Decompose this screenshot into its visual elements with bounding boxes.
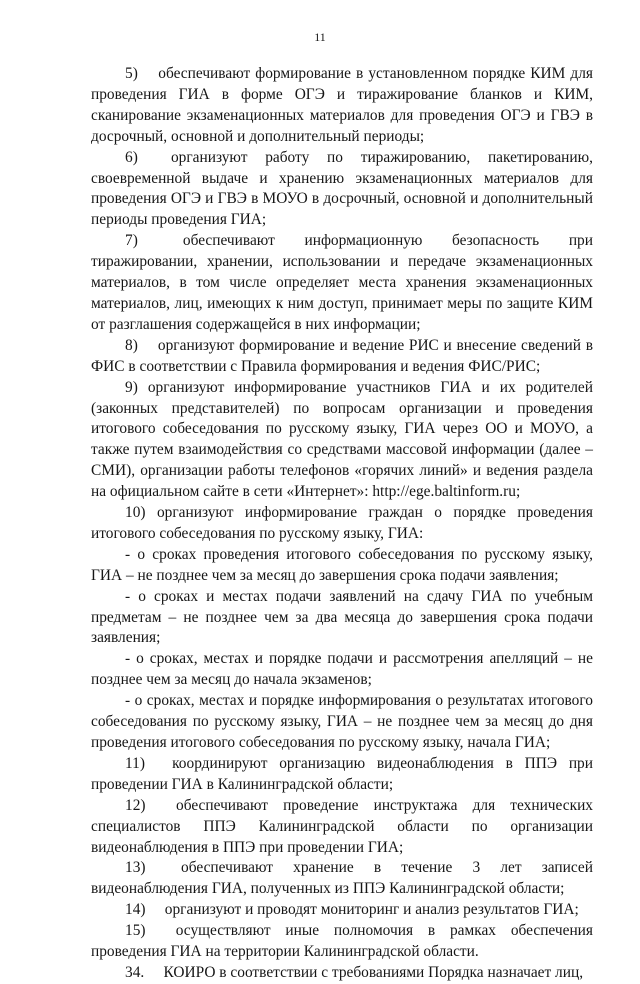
paragraph-item-11: 11) координируют организацию видеонаблюдения в ППЭ при проведении ГИА в Калининградской области; [91, 754, 593, 793]
paragraph-item-7: 7) обеспечивают информационную безопасность при тиражировании, хранении, использовании и передаче экзаменационных материалов, в том числе определяет места хранения экзаменационных материалов, лиц, имеющих к ним доступ, принимает меры по защите КИМ от разглашения содержащейся в них информации; [91, 232, 593, 333]
paragraph-item-14: 14) организуют и проводят мониторинг и анализ результатов ГИА; [125, 901, 579, 919]
paragraph-section-34: 34. КОИРО в соответствии с требованиями Порядка назначает лиц, [125, 963, 584, 981]
subitem-deadline-interview: - о сроках проведения итогового собеседования по русскому языку, ГИА – не позднее чем за месяц до завершения срока подачи заявления; [91, 545, 593, 584]
subitem-deadline-appeals: - о сроках, местах и порядке подачи и рассмотрения апелляций – не позднее чем за месяц до начала экзаменов; [91, 650, 593, 689]
paragraph-item-9: 9) организуют информирование участников ГИА и их родителей (законных представителей) по вопросам организации и проведения итогового собеседования по русскому языку, ГИА через ОО и МОУО, а также путем взаимодействия со средствами массовой информации (далее – СМИ), организации работы телефонов «горячих линий» и ведения раздела на официальном сайте в сети «Интернет»: http://ege.baltinform.ru; [91, 378, 593, 501]
paragraph-item-13: 13) обеспечивают хранение в течение 3 лет записей видеонаблюдения ГИА, полученных из ППЭ Калининградской области; [91, 859, 593, 898]
subitem-deadline-applications: - о сроках и местах подачи заявлений на сдачу ГИА по учебным предметам – не позднее чем за два месяца до завершения срока подачи заявления; [91, 587, 593, 647]
document-body [91, 64, 593, 984]
paragraph-item-6: 6) организуют работу по тиражированию, пакетированию, своевременной выдаче и хранению экзаменационных материалов для проведения ОГЭ и ГВЭ в МОУО в досрочный, основной и дополнительный периоды проведения ГИА; [91, 148, 593, 229]
paragraph-item-10: 10) организуют информирование граждан о порядке проведения итогового собеседования по русскому языку, ГИА: [91, 504, 593, 542]
paragraph-item-5: 5) обеспечивают формирование в установленном порядке КИМ для проведения ГИА в форме ОГЭ и тиражирование бланков и КИМ, сканирование экзаменационных материалов для проведения ОГЭ и ГВЭ в досрочный, основной и дополнительный периоды; [91, 65, 593, 145]
paragraph-item-8: 8) организуют формирование и ведение РИС и внесение сведений в ФИС в соответствии с Правила формирования и ведения ФИС/РИС; [91, 336, 593, 375]
paragraph-item-15: 15) осуществляют иные полномочия в рамках обеспечения проведения ГИА на территории Калининградской области. [91, 922, 593, 961]
page-number: 11 [314, 30, 326, 44]
paragraph-item-12: 12) обеспечивают проведение инструктажа для технических специалистов ППЭ Калининградской области по организации видеонаблюдения в ППЭ при проведении ГИА; [91, 796, 593, 856]
subitem-deadline-results: - о сроках, местах и порядке информирования о результатах итогового собеседования по русскому языку, ГИА – не позднее чем за месяц до дня проведения итогового собеседования по русскому языку, начала ГИА; [91, 692, 593, 751]
